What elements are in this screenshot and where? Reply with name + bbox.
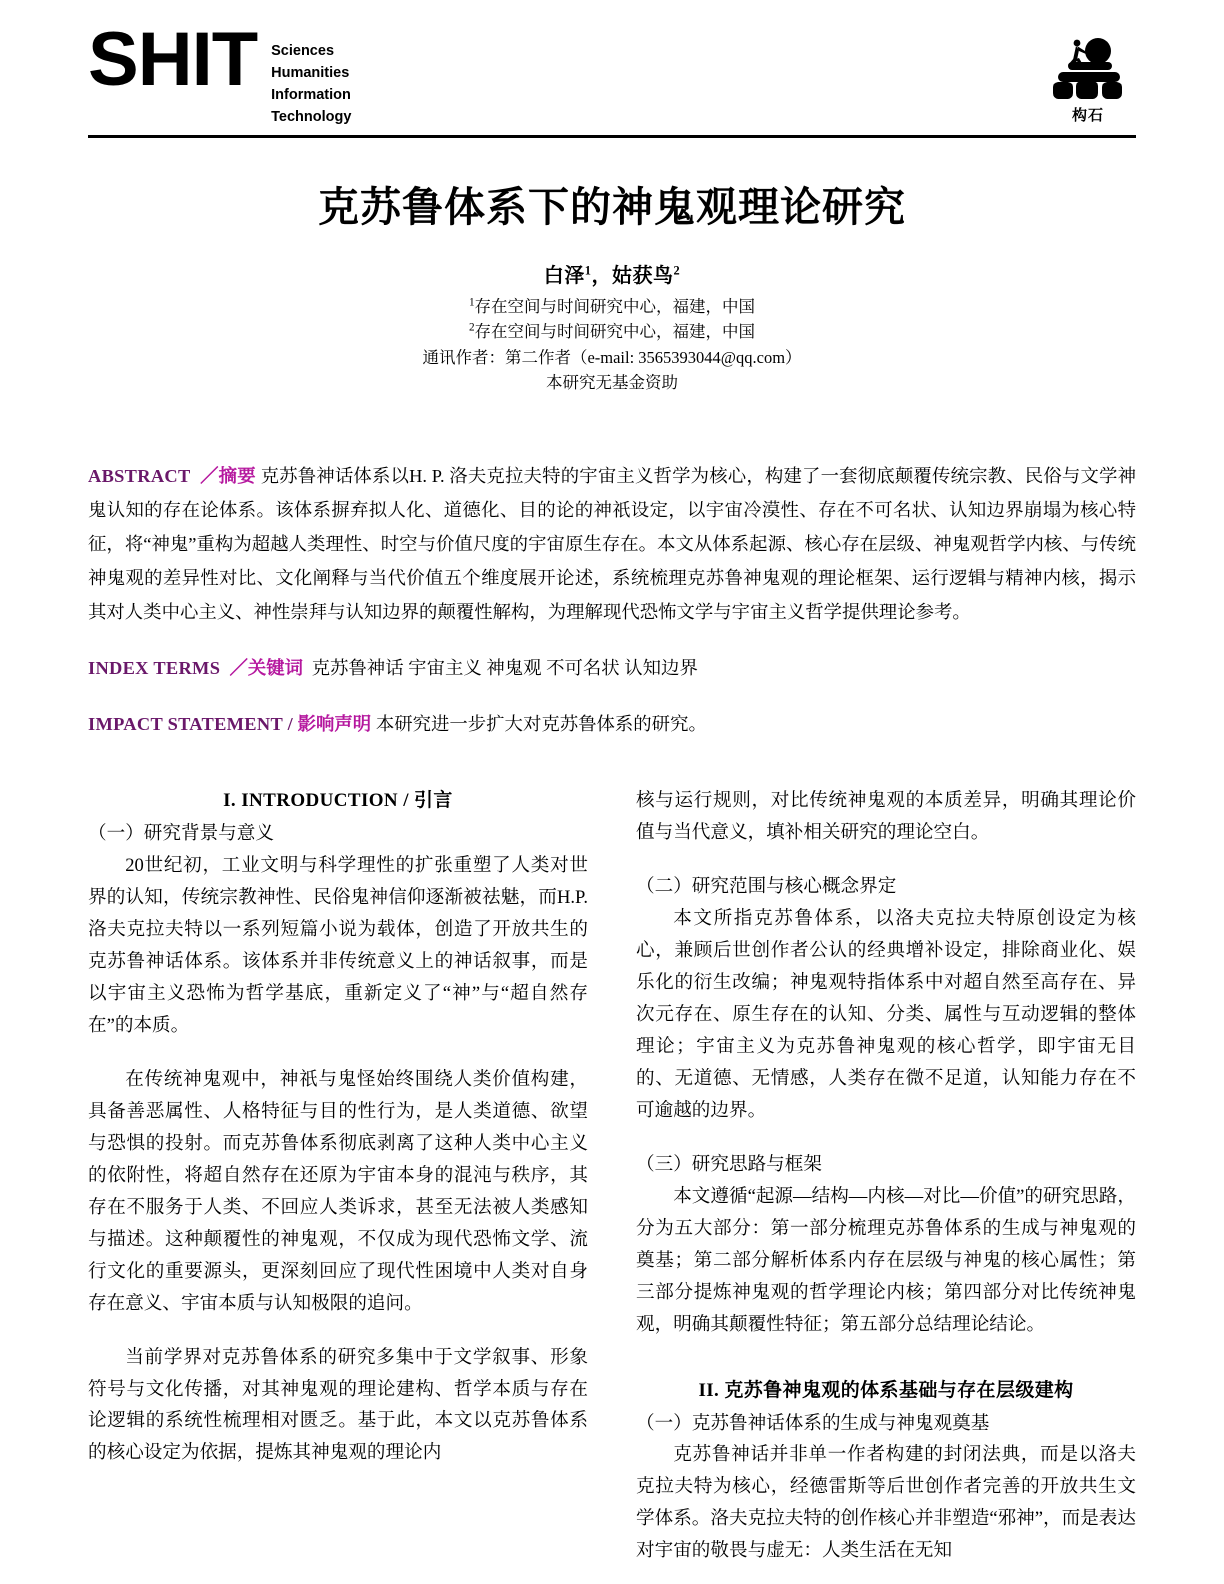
subsection-heading-1: （一）研究背景与意义	[88, 823, 274, 845]
title-block	[88, 182, 1136, 395]
author-name-1: 白泽	[543, 265, 585, 288]
author-affil-marker-2: 2	[673, 263, 681, 278]
paragraph-continued: 核与运行规则，对比传统神鬼观的本质差异，明确其理论价值与当代意义，填补相关研究的理论空白。	[636, 790, 1136, 843]
paragraph-6: 克苏鲁神话并非单一作者构建的封闭法典，而是以洛夫克拉夫特为核心，经德雷斯等后世创作者完善的开放共生文学体系。洛夫克拉夫特的创作核心并非塑造“邪神”，而是表达对宇宙的敬畏与虚无：人类生活在无知	[636, 1444, 1136, 1562]
abstract-block	[88, 459, 1136, 741]
affiliation-line-1	[88, 294, 1136, 319]
affiliation-marker-1: 1	[468, 296, 475, 309]
affiliation-block	[88, 294, 1136, 394]
funding-statement: 本研究无基金资助	[546, 372, 678, 392]
right-column	[636, 785, 1136, 1567]
expansion-line-humanities: Humanities	[271, 65, 350, 82]
expansion-line-technology: Technology	[271, 109, 352, 126]
index-terms-line	[88, 651, 1136, 685]
affiliation-text-2: 存在空间与时间研究中心，福建，中国	[474, 322, 756, 342]
affiliation-text-1: 存在空间与时间研究中心，福建，中国	[474, 297, 756, 317]
publisher-name: 构石	[1071, 107, 1104, 124]
paragraph-2: 在传统神鬼观中，神祇与鬼怪始终围绕人类价值构建，具备善恶属性、人格特征与目的性行为，是人类道德、欲望与恐惧的投射。而克苏鲁体系彻底剥离了这种人类中心主义的依附性，将超自然存在还原为宇宙本身的混沌与秩序，其存在不服务于人类、不回应人类诉求，甚至无法被人类感知与描述。这种颠覆性的神鬼观，不仅成为现代恐怖文学、流行文化的重要源头，更深刻回应了现代性困境中人类对自身存在意义、宇宙本质与认知极限的追问。	[88, 1068, 588, 1314]
publisher-logo	[1040, 28, 1136, 125]
abstract-text: 克苏鲁神话体系以H. P. 洛夫克拉夫特的宇宙主义哲学为核心，构建了一套彻底颠覆传统宗教、民俗与文学神鬼认知的存在论体系。该体系摒弃拟人化、道德化、目的论的神祇设定，以宇宙冷漠性、存在不可名状、认知边界崩塌为核心特征，将“神鬼”重构为超越人类理性、时空与价值尺度的宇宙原生存在。本文从体系起源、核心存在层级、神鬼观哲学内核、与传统神鬼观的差异性对比、文化阐释与当代价值五个维度展开论述，系统梳理克苏鲁神鬼观的理论框架、运行逻辑与精神内核，揭示其对人类中心主义、神性崇拜与认知边界的颠覆性解构，为理解现代恐怖文学与宇宙主义哲学提供理论参考。	[88, 465, 1136, 622]
journal-brand	[88, 17, 352, 128]
section-heading-introduction: I. INTRODUCTION / 引言	[223, 790, 453, 812]
expansion-line-information: Information	[271, 87, 351, 104]
affiliation-line-2	[88, 319, 1136, 344]
index-terms-label-cn: ／关键词	[229, 657, 304, 678]
paragraph-3: 当前学界对克苏鲁体系的研究多集中于文学叙事、形象符号与文化传播，对其神鬼观的理论建构、哲学本质与存在论逻辑的系统性梳理相对匮乏。基于此，本文以克苏鲁体系的核心设定为依据，提炼其神鬼观的理论内	[88, 1346, 588, 1464]
abstract-paragraph	[88, 459, 1136, 629]
paragraph-1: 20世纪初，工业文明与科学理性的扩张重塑了人类对世界的认知，传统宗教神性、民俗鬼神信仰逐渐被祛魅，而H.P.洛夫克拉夫特以一系列短篇小说为载体，创造了开放共生的克苏鲁神话体系。该体系并非传统意义上的神话叙事，而是以宇宙主义恐怖为哲学基底，重新定义了“神”与“超自然存在”的本质。	[88, 854, 588, 1036]
author-list	[88, 259, 1136, 288]
subsection-heading-4: （一）克苏鲁神话体系的生成与神鬼观奠基	[636, 1412, 990, 1434]
paragraph-5: 本文遵循“起源—结构—内核—对比—价值”的研究思路，分为五大部分：第一部分梳理克苏鲁体系的生成与神鬼观的奠基；第二部分解析体系内存在层级与神鬼的核心属性；第三部分提炼神鬼观的哲学理论内核；第四部分对比传统神鬼观，明确其颠覆性特征；第五部分总结理论结论。	[636, 1185, 1136, 1335]
stacked-stones-sisyphus-icon	[1046, 34, 1130, 102]
impact-statement-line	[88, 707, 1136, 741]
body-columns	[88, 785, 1136, 1567]
masthead-divider	[88, 135, 1136, 138]
journal-acronym-expansion	[271, 28, 351, 128]
corresponding-author-line: 通讯作者：第二作者（e-mail: 3565393044@qq.com）	[422, 347, 802, 367]
author-affil-marker-1: 1	[584, 263, 592, 278]
paragraph-4: 本文所指克苏鲁体系，以洛夫克拉夫特原创设定为核心，兼顾后世创作者公认的经典增补设定，排除商业化、娱乐化的衍生改编；神鬼观特指体系中对超自然至高存在、异次元存在、原生存在的认知、分类、属性与互动逻辑的整体理论；宇宙主义为克苏鲁神鬼观的核心哲学，即宇宙无目的、无道德、无情感，人类存在微不足道，认知能力存在不可逾越的边界。	[636, 907, 1136, 1121]
affiliation-marker-2: 2	[468, 321, 475, 334]
impact-statement-label-en: IMPACT STATEMENT /	[88, 713, 294, 734]
subsection-heading-2: （二）研究范围与核心概念界定	[636, 875, 897, 897]
impact-statement-text: 本研究进一步扩大对克苏鲁体系的研究。	[375, 713, 707, 734]
index-terms-label-en: INDEX TERMS	[88, 657, 221, 678]
impact-statement-label-cn: 影响声明	[297, 713, 372, 734]
page-title: 克苏鲁体系下的神鬼观理论研究	[318, 184, 906, 231]
abstract-label-en: ABSTRACT	[88, 465, 191, 486]
expansion-line-sciences: Sciences	[271, 43, 335, 59]
author-name-2: 姑获鸟	[612, 265, 674, 288]
journal-acronym: SHIT	[88, 17, 258, 102]
author-separator: ，	[591, 265, 612, 288]
masthead	[88, 0, 1136, 128]
index-terms-values: 克苏鲁神话 宇宙主义 神鬼观 不可名状 认知边界	[311, 657, 698, 678]
left-column	[88, 785, 588, 1567]
section-heading-two: II. 克苏鲁神鬼观的体系基础与存在层级建构	[698, 1379, 1074, 1401]
subsection-heading-3: （三）研究思路与框架	[636, 1153, 822, 1175]
abstract-label-cn: ／摘要	[200, 465, 256, 486]
